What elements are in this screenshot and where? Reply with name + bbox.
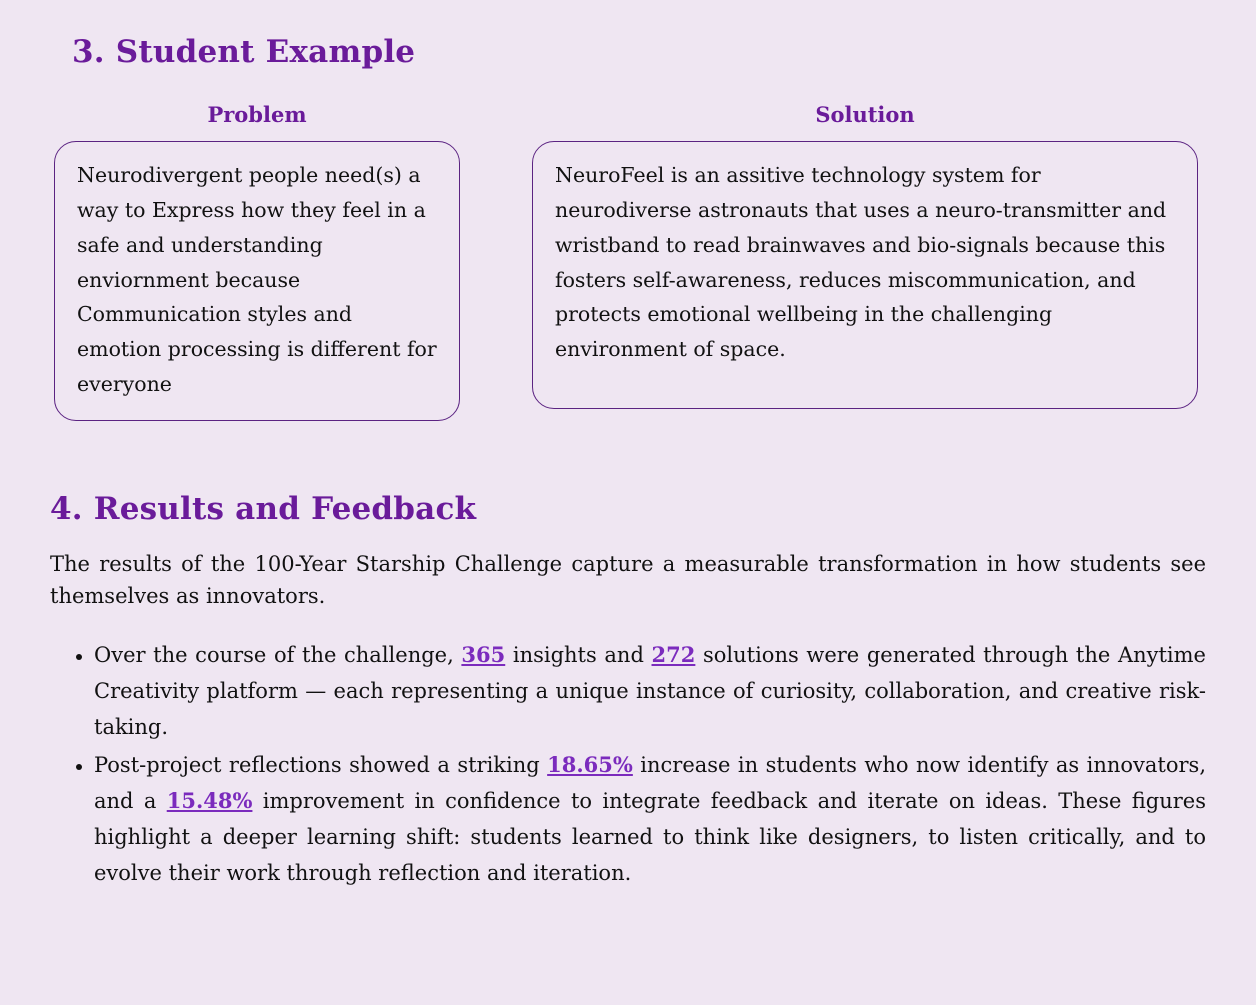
solution-heading: Solution [815,102,915,127]
student-example-grid [50,102,1206,421]
bullet2-stat-innovator-increase: 18.65% [547,752,633,778]
bullet1-stat-insights: 365 [461,641,506,667]
problem-column [54,102,460,421]
list-item [94,637,1206,745]
bullet1-stat-solutions: 272 [651,641,696,667]
results-intro-paragraph: The results of the 100-Year Starship Challenge capture a measurable transformation in how students see themselves as innovators. [50,551,1206,608]
problem-statement-card: Neurodivergent people need(s) a way to Express how they feel in a safe and understanding enviornment because Communication styles and emotion processing is different for everyone [54,141,460,421]
problem-heading: Problem [207,102,307,127]
bullet2-stat-confidence-improvement: 15.48% [166,788,253,814]
bullet2-text-part2: increase in students who now identify as innovators, and a [94,753,1206,814]
section-title-student-example: 3. Student Example [72,34,416,70]
list-item [94,747,1206,891]
solution-statement-card: NeuroFeel is an assitive technology system for neurodiverse astronauts that uses a neuro-transmitter and wristband to read brainwaves and bio-signals because this fosters self-awareness, reduces miscommunication, and protects emotional wellbeing in the challenging environment of space. [532,141,1198,409]
bullet2-text-part3: improvement in confidence to integrate feedback and iterate on ideas. These figures highlight a deeper learning shift: students learned to think like designers, to listen critically, and to evolve their work through reflection and iteration. [94,789,1206,886]
bullet2-text-part1: Post-project reflections showed a striking [94,753,548,778]
bullet1-text-part2: insights and [505,642,652,667]
bullet1-text-part3: solutions were generated through the Anytime Creativity platform — each representing a unique instance of curiosity, collaboration, and creative risk-taking. [94,642,1206,739]
results-bullet-list [50,637,1206,892]
section-title-results-feedback: 4. Results and Feedback [50,490,477,527]
bullet1-text-part1: Over the course of the challenge, [94,642,462,667]
solution-column [532,102,1198,421]
